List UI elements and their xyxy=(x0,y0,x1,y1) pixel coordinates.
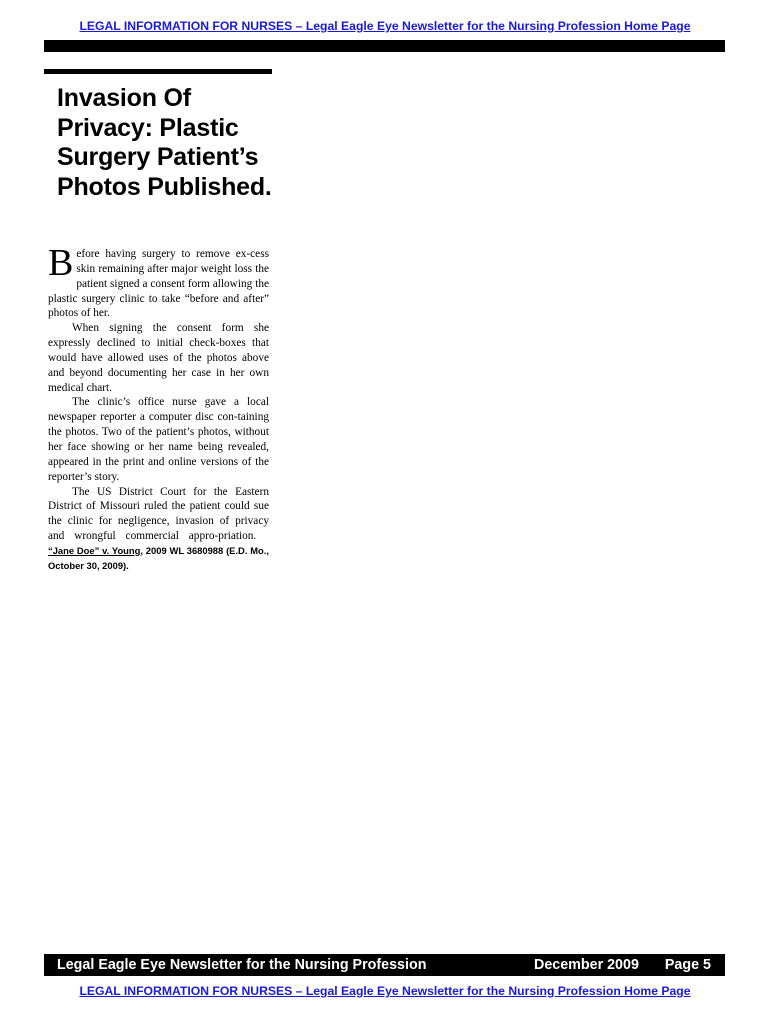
footer-bar xyxy=(44,954,725,976)
citation-reference: , 2009 WL 3680988 (E.D. Mo., October 30, 2009). xyxy=(48,544,269,571)
home-page-link-top[interactable]: LEGAL INFORMATION FOR NURSES – Legal Eagle Eye Newsletter for the Nursing Profession Home Page xyxy=(79,19,691,33)
article-headline: Invasion Of Privacy: Plastic Surgery Patient’s Photos Published. xyxy=(57,84,272,202)
article-body xyxy=(48,242,269,574)
paragraph-4-text: The US District Court for the Eastern District of Missouri ruled the patient could sue the clinic for negligence, invasion of privacy and wrongful commercial appro-priation. xyxy=(48,485,269,543)
paragraph-1-text: efore having surgery to remove ex-cess skin remaining after major weight loss the patient signed a consent form allowing the plastic surgery clinic to take “before and after” photos of her. xyxy=(48,248,269,320)
paragraph-2: When signing the consent form she expressly declined to initial check-boxes that would have allowed uses of the photos above and beyond documenting her case in her own medical chart. xyxy=(48,322,269,394)
paragraph-4 xyxy=(48,485,269,574)
paragraph-3: The clinic’s office nurse gave a local newspaper reporter a computer disc con-taining the photos. Two of the patient’s photos, without her face showing or her name being revealed, appeared in the print and online versions of the reporter’s story. xyxy=(48,396,269,483)
paragraph-1 xyxy=(48,242,269,321)
column-rule xyxy=(44,69,272,74)
footer-issue-date: December 2009 xyxy=(534,957,639,973)
drop-cap: B xyxy=(48,242,74,284)
header-rule xyxy=(44,40,725,52)
case-citation xyxy=(48,545,269,571)
footer-newsletter-title: Legal Eagle Eye Newsletter for the Nursing Profession xyxy=(57,957,427,973)
home-page-link-bottom[interactable]: LEGAL INFORMATION FOR NURSES – Legal Eagle Eye Newsletter for the Nursing Profession Home Page xyxy=(79,984,691,998)
footer-page-number: Page 5 xyxy=(664,957,711,973)
case-name: “Jane Doe” v. Young xyxy=(48,544,141,556)
